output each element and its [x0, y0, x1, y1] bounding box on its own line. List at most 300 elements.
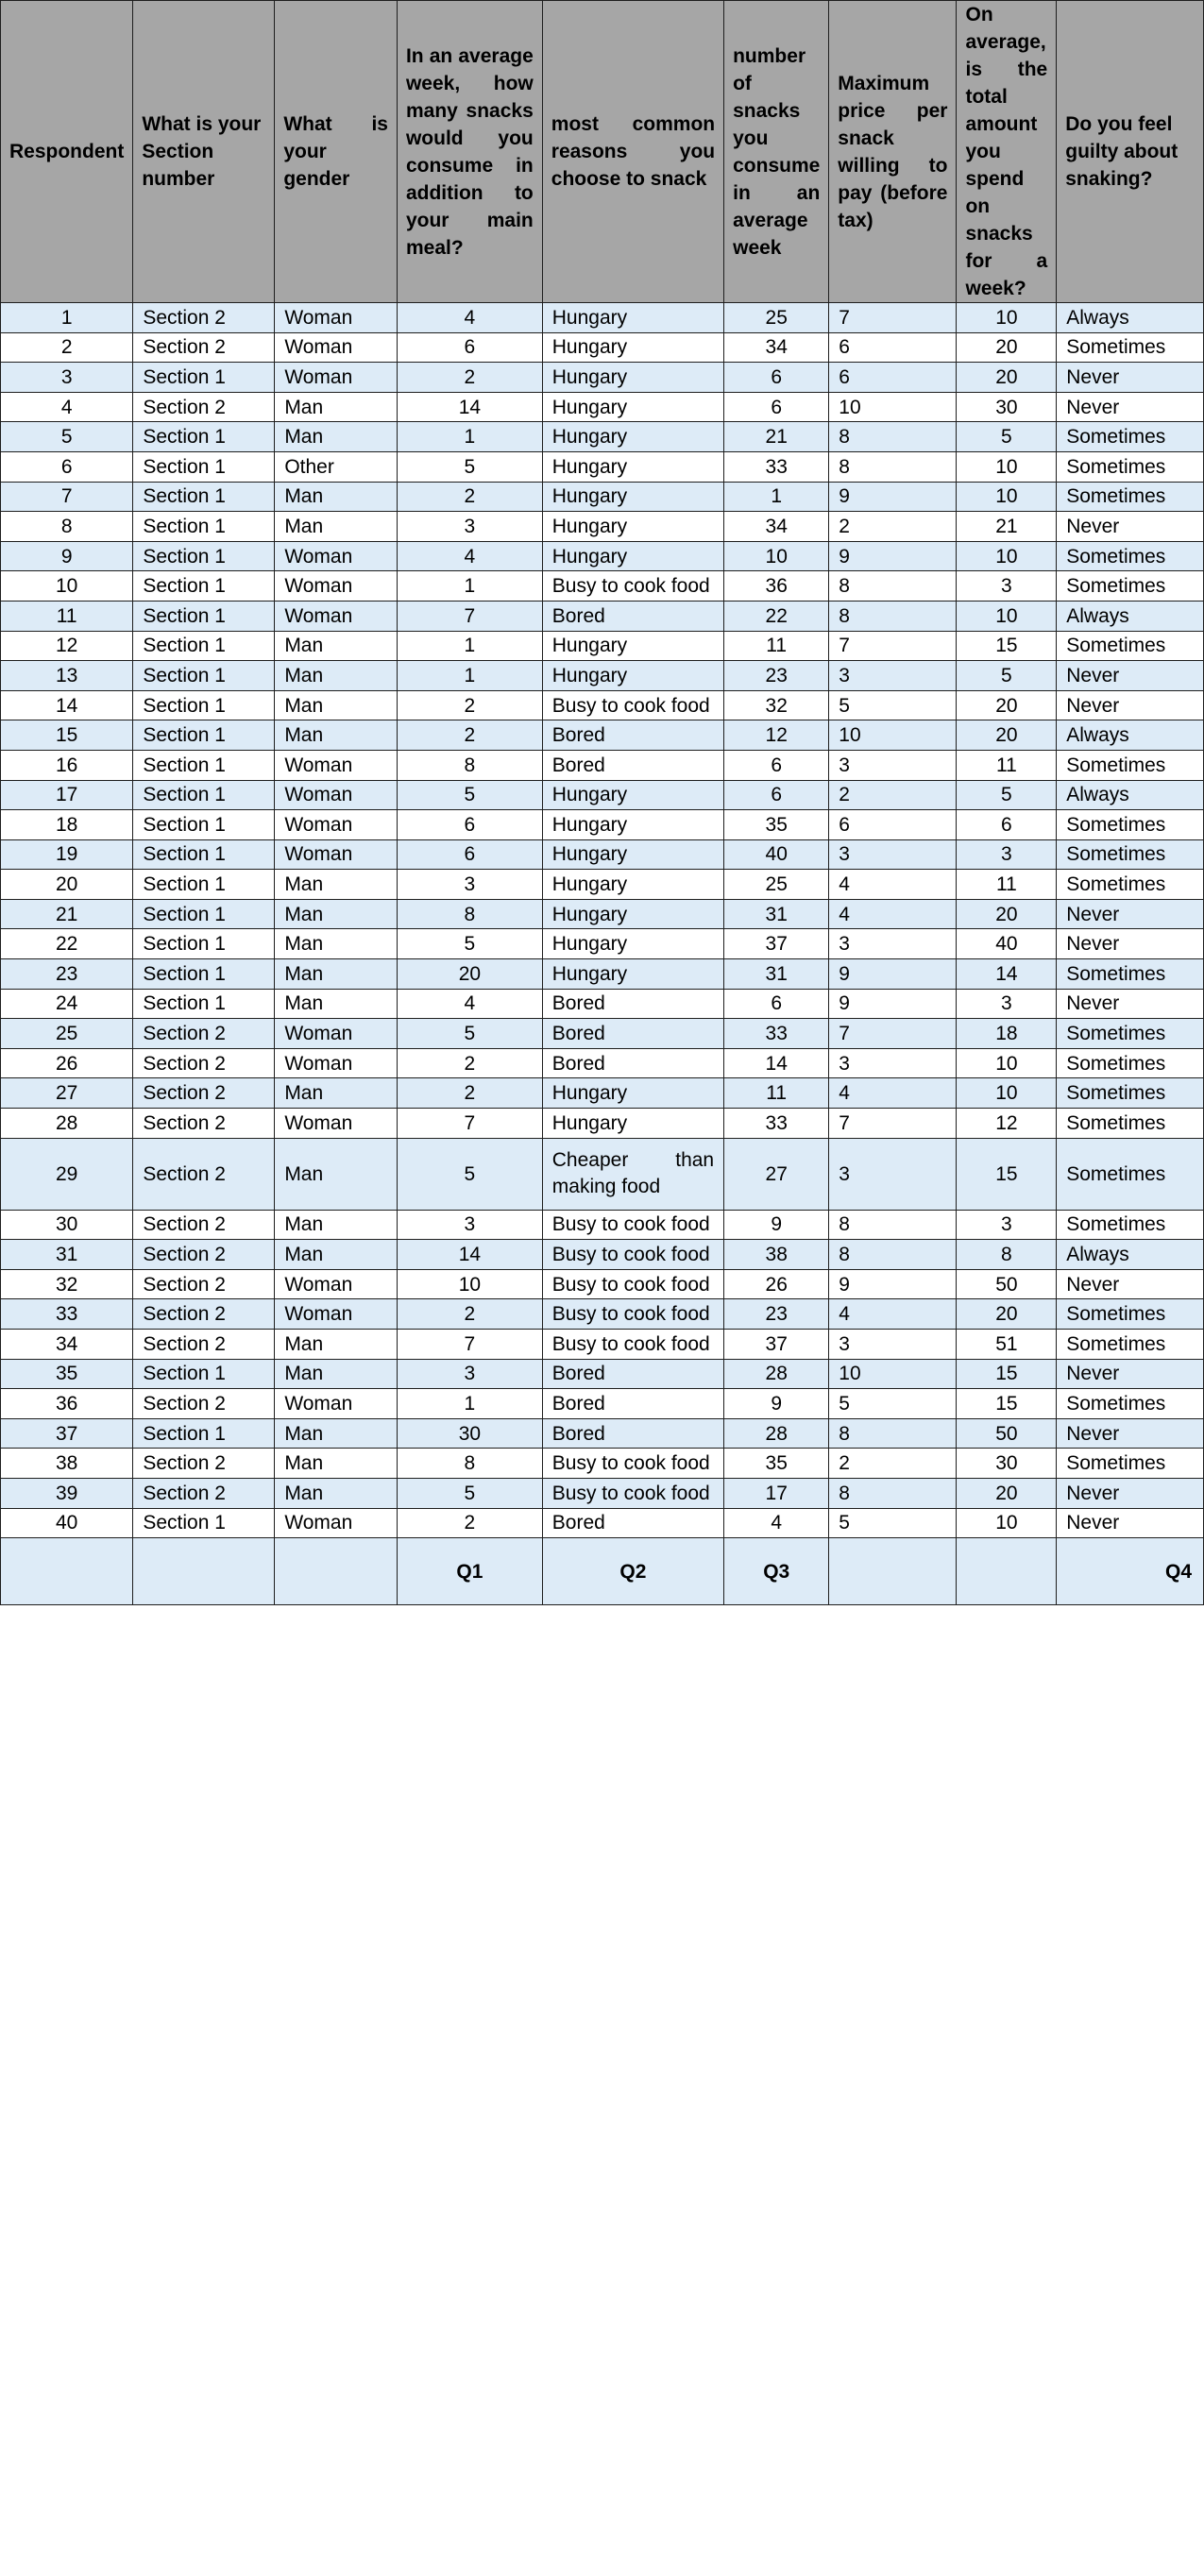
cell-snacks-in-addition[interactable]: 10: [397, 1269, 542, 1299]
cell-snacks-per-week[interactable]: 12: [724, 720, 829, 751]
cell-feel-guilty[interactable]: Never: [1057, 690, 1204, 720]
cell-max-price[interactable]: 3: [829, 1048, 957, 1078]
cell-feel-guilty[interactable]: Sometimes: [1057, 451, 1204, 482]
cell-respondent[interactable]: 18: [1, 810, 133, 840]
cell-total-spend[interactable]: 10: [957, 541, 1057, 571]
cell-section[interactable]: Section 1: [133, 959, 275, 990]
header-respondent[interactable]: Respondent: [1, 1, 133, 303]
cell-section[interactable]: Section 2: [133, 1330, 275, 1360]
cell-reason[interactable]: Hungary: [542, 661, 723, 691]
cell-feel-guilty[interactable]: Never: [1057, 1418, 1204, 1449]
cell-snacks-in-addition[interactable]: 1: [397, 571, 542, 602]
cell-gender[interactable]: Woman: [275, 1048, 398, 1078]
cell-snacks-in-addition[interactable]: 6: [397, 332, 542, 363]
cell-total-spend[interactable]: 20: [957, 1478, 1057, 1508]
cell-reason[interactable]: Busy to cook food: [542, 1299, 723, 1330]
cell-snacks-per-week[interactable]: 25: [724, 870, 829, 900]
cell-feel-guilty[interactable]: Sometimes: [1057, 1299, 1204, 1330]
cell-snacks-per-week[interactable]: 9: [724, 1389, 829, 1419]
cell-respondent[interactable]: 6: [1, 451, 133, 482]
cell-snacks-per-week[interactable]: 38: [724, 1240, 829, 1270]
cell-reason[interactable]: Hungary: [542, 482, 723, 512]
cell-reason[interactable]: Hungary: [542, 780, 723, 810]
cell-gender[interactable]: Man: [275, 512, 398, 542]
cell-total-spend[interactable]: 10: [957, 303, 1057, 333]
header-feel-guilty[interactable]: Do you feel guilty about snaking?: [1057, 1, 1204, 303]
cell-respondent[interactable]: 3: [1, 363, 133, 393]
cell-max-price[interactable]: 6: [829, 810, 957, 840]
cell-max-price[interactable]: 7: [829, 631, 957, 661]
cell-respondent[interactable]: 37: [1, 1418, 133, 1449]
cell-feel-guilty[interactable]: Sometimes: [1057, 1048, 1204, 1078]
cell-section[interactable]: Section 1: [133, 541, 275, 571]
cell-respondent[interactable]: 24: [1, 989, 133, 1019]
cell-respondent[interactable]: 20: [1, 870, 133, 900]
cell-snacks-in-addition[interactable]: 1: [397, 661, 542, 691]
cell-gender[interactable]: Man: [275, 1330, 398, 1360]
cell-reason[interactable]: Hungary: [542, 870, 723, 900]
cell-gender[interactable]: Man: [275, 1138, 398, 1210]
cell-reason[interactable]: Hungary: [542, 810, 723, 840]
cell-snacks-in-addition[interactable]: 8: [397, 1449, 542, 1479]
cell-section[interactable]: Section 2: [133, 1109, 275, 1139]
cell-snacks-per-week[interactable]: 21: [724, 422, 829, 452]
cell-feel-guilty[interactable]: Sometimes: [1057, 959, 1204, 990]
cell-respondent[interactable]: 23: [1, 959, 133, 990]
cell-total-spend[interactable]: 12: [957, 1109, 1057, 1139]
cell-reason[interactable]: Busy to cook food: [542, 1478, 723, 1508]
cell-snacks-in-addition[interactable]: 4: [397, 303, 542, 333]
cell-snacks-per-week[interactable]: 35: [724, 1449, 829, 1479]
header-snacks-per-week[interactable]: number of snacks you consume in an average week: [724, 1, 829, 303]
cell-gender[interactable]: Man: [275, 482, 398, 512]
cell-total-spend[interactable]: 8: [957, 1240, 1057, 1270]
cell-snacks-per-week[interactable]: 32: [724, 690, 829, 720]
cell-snacks-in-addition[interactable]: 3: [397, 512, 542, 542]
cell-total-spend[interactable]: 20: [957, 1299, 1057, 1330]
cell-max-price[interactable]: 2: [829, 512, 957, 542]
cell-max-price[interactable]: 8: [829, 1240, 957, 1270]
cell-snacks-in-addition[interactable]: 2: [397, 1508, 542, 1538]
cell-gender[interactable]: Man: [275, 899, 398, 929]
cell-max-price[interactable]: 3: [829, 839, 957, 870]
cell-respondent[interactable]: 13: [1, 661, 133, 691]
cell-respondent[interactable]: 5: [1, 422, 133, 452]
cell-snacks-per-week[interactable]: 31: [724, 959, 829, 990]
cell-gender[interactable]: Woman: [275, 303, 398, 333]
cell-total-spend[interactable]: 20: [957, 899, 1057, 929]
cell-snacks-in-addition[interactable]: 2: [397, 482, 542, 512]
cell-total-spend[interactable]: 30: [957, 1449, 1057, 1479]
cell-section[interactable]: Section 2: [133, 1210, 275, 1240]
cell-snacks-in-addition[interactable]: 8: [397, 899, 542, 929]
cell-section[interactable]: Section 2: [133, 1299, 275, 1330]
cell-respondent[interactable]: 34: [1, 1330, 133, 1360]
cell-reason[interactable]: Hungary: [542, 839, 723, 870]
cell-respondent[interactable]: 2: [1, 332, 133, 363]
cell-feel-guilty[interactable]: Sometimes: [1057, 839, 1204, 870]
cell-snacks-per-week[interactable]: 23: [724, 661, 829, 691]
cell-total-spend[interactable]: 20: [957, 690, 1057, 720]
cell-total-spend[interactable]: 10: [957, 601, 1057, 631]
cell-section[interactable]: Section 1: [133, 601, 275, 631]
cell-max-price[interactable]: 7: [829, 1019, 957, 1049]
cell-respondent[interactable]: 14: [1, 690, 133, 720]
cell-gender[interactable]: Man: [275, 929, 398, 959]
cell-gender[interactable]: Woman: [275, 839, 398, 870]
cell-reason[interactable]: Busy to cook food: [542, 1449, 723, 1479]
cell-snacks-in-addition[interactable]: 1: [397, 631, 542, 661]
cell-max-price[interactable]: 8: [829, 1478, 957, 1508]
cell-snacks-per-week[interactable]: 28: [724, 1359, 829, 1389]
cell-snacks-per-week[interactable]: 34: [724, 332, 829, 363]
cell-feel-guilty[interactable]: Never: [1057, 989, 1204, 1019]
cell-respondent[interactable]: 21: [1, 899, 133, 929]
cell-total-spend[interactable]: 15: [957, 1389, 1057, 1419]
cell-snacks-per-week[interactable]: 31: [724, 899, 829, 929]
cell-respondent[interactable]: 22: [1, 929, 133, 959]
cell-max-price[interactable]: 9: [829, 1269, 957, 1299]
cell-respondent[interactable]: 11: [1, 601, 133, 631]
cell-snacks-per-week[interactable]: 25: [724, 303, 829, 333]
cell-section[interactable]: Section 1: [133, 482, 275, 512]
cell-respondent[interactable]: 30: [1, 1210, 133, 1240]
cell-respondent[interactable]: 36: [1, 1389, 133, 1419]
cell-reason[interactable]: Bored: [542, 1048, 723, 1078]
cell-total-spend[interactable]: 40: [957, 929, 1057, 959]
cell-snacks-per-week[interactable]: 37: [724, 929, 829, 959]
cell-total-spend[interactable]: 3: [957, 839, 1057, 870]
cell-snacks-in-addition[interactable]: 5: [397, 1138, 542, 1210]
cell-feel-guilty[interactable]: Never: [1057, 1478, 1204, 1508]
cell-max-price[interactable]: 5: [829, 1508, 957, 1538]
cell-reason[interactable]: Cheaper than making food: [542, 1138, 723, 1210]
cell-feel-guilty[interactable]: Sometimes: [1057, 1330, 1204, 1360]
footer-q1[interactable]: Q1: [397, 1538, 542, 1605]
cell-reason[interactable]: Busy to cook food: [542, 1269, 723, 1299]
cell-feel-guilty[interactable]: Sometimes: [1057, 1449, 1204, 1479]
cell-max-price[interactable]: 7: [829, 303, 957, 333]
cell-max-price[interactable]: 9: [829, 541, 957, 571]
cell-section[interactable]: Section 1: [133, 870, 275, 900]
cell-feel-guilty[interactable]: Sometimes: [1057, 1019, 1204, 1049]
cell-snacks-per-week[interactable]: 6: [724, 780, 829, 810]
cell-section[interactable]: Section 1: [133, 1359, 275, 1389]
cell-snacks-per-week[interactable]: 14: [724, 1048, 829, 1078]
cell-section[interactable]: Section 2: [133, 392, 275, 422]
cell-max-price[interactable]: 4: [829, 899, 957, 929]
cell-reason[interactable]: Busy to cook food: [542, 571, 723, 602]
cell-gender[interactable]: Man: [275, 1418, 398, 1449]
cell-gender[interactable]: Man: [275, 870, 398, 900]
cell-section[interactable]: Section 1: [133, 690, 275, 720]
cell-gender[interactable]: Woman: [275, 810, 398, 840]
cell-snacks-per-week[interactable]: 23: [724, 1299, 829, 1330]
cell-snacks-per-week[interactable]: 11: [724, 631, 829, 661]
cell-snacks-in-addition[interactable]: 5: [397, 1019, 542, 1049]
cell-respondent[interactable]: 25: [1, 1019, 133, 1049]
cell-snacks-in-addition[interactable]: 2: [397, 363, 542, 393]
cell-total-spend[interactable]: 3: [957, 989, 1057, 1019]
cell-feel-guilty[interactable]: Never: [1057, 899, 1204, 929]
cell-feel-guilty[interactable]: Never: [1057, 1508, 1204, 1538]
cell-feel-guilty[interactable]: Sometimes: [1057, 1210, 1204, 1240]
cell-feel-guilty[interactable]: Sometimes: [1057, 1078, 1204, 1109]
cell-section[interactable]: Section 1: [133, 750, 275, 780]
cell-feel-guilty[interactable]: Sometimes: [1057, 1138, 1204, 1210]
footer-q2[interactable]: Q2: [542, 1538, 723, 1605]
cell-feel-guilty[interactable]: Always: [1057, 780, 1204, 810]
cell-snacks-in-addition[interactable]: 2: [397, 720, 542, 751]
cell-total-spend[interactable]: 5: [957, 661, 1057, 691]
cell-feel-guilty[interactable]: Sometimes: [1057, 810, 1204, 840]
cell-reason[interactable]: Hungary: [542, 512, 723, 542]
cell-snacks-in-addition[interactable]: 14: [397, 1240, 542, 1270]
cell-total-spend[interactable]: 50: [957, 1418, 1057, 1449]
cell-total-spend[interactable]: 50: [957, 1269, 1057, 1299]
cell-feel-guilty[interactable]: Sometimes: [1057, 541, 1204, 571]
cell-snacks-per-week[interactable]: 34: [724, 512, 829, 542]
cell-reason[interactable]: Busy to cook food: [542, 690, 723, 720]
cell-snacks-per-week[interactable]: 37: [724, 1330, 829, 1360]
cell-snacks-in-addition[interactable]: 5: [397, 780, 542, 810]
cell-section[interactable]: Section 1: [133, 422, 275, 452]
cell-max-price[interactable]: 4: [829, 870, 957, 900]
cell-reason[interactable]: Busy to cook food: [542, 1240, 723, 1270]
cell-gender[interactable]: Woman: [275, 1508, 398, 1538]
cell-gender[interactable]: Woman: [275, 1389, 398, 1419]
cell-max-price[interactable]: 9: [829, 482, 957, 512]
cell-respondent[interactable]: 31: [1, 1240, 133, 1270]
cell-max-price[interactable]: 10: [829, 1359, 957, 1389]
cell-reason[interactable]: Bored: [542, 1508, 723, 1538]
cell-snacks-in-addition[interactable]: 5: [397, 451, 542, 482]
cell-total-spend[interactable]: 11: [957, 870, 1057, 900]
cell-snacks-in-addition[interactable]: 7: [397, 1330, 542, 1360]
cell-total-spend[interactable]: 20: [957, 720, 1057, 751]
cell-section[interactable]: Section 1: [133, 363, 275, 393]
cell-gender[interactable]: Woman: [275, 1299, 398, 1330]
cell-total-spend[interactable]: 10: [957, 451, 1057, 482]
cell-gender[interactable]: Other: [275, 451, 398, 482]
cell-section[interactable]: Section 2: [133, 1048, 275, 1078]
cell-max-price[interactable]: 8: [829, 1418, 957, 1449]
cell-feel-guilty[interactable]: Never: [1057, 1269, 1204, 1299]
cell-total-spend[interactable]: 21: [957, 512, 1057, 542]
cell-snacks-per-week[interactable]: 9: [724, 1210, 829, 1240]
cell-max-price[interactable]: 8: [829, 451, 957, 482]
cell-respondent[interactable]: 29: [1, 1138, 133, 1210]
cell-snacks-in-addition[interactable]: 3: [397, 870, 542, 900]
cell-snacks-in-addition[interactable]: 3: [397, 1210, 542, 1240]
cell-respondent[interactable]: 8: [1, 512, 133, 542]
cell-max-price[interactable]: 3: [829, 750, 957, 780]
cell-feel-guilty[interactable]: Always: [1057, 601, 1204, 631]
cell-snacks-in-addition[interactable]: 14: [397, 392, 542, 422]
cell-gender[interactable]: Woman: [275, 363, 398, 393]
cell-total-spend[interactable]: 30: [957, 392, 1057, 422]
cell-feel-guilty[interactable]: Always: [1057, 303, 1204, 333]
cell-reason[interactable]: Bored: [542, 601, 723, 631]
cell-reason[interactable]: Hungary: [542, 929, 723, 959]
cell-max-price[interactable]: 6: [829, 363, 957, 393]
header-total-spend[interactable]: On average, is the total amount you spend on snacks for a week?: [957, 1, 1057, 303]
cell-total-spend[interactable]: 10: [957, 1508, 1057, 1538]
cell-total-spend[interactable]: 3: [957, 571, 1057, 602]
footer-cell-empty[interactable]: [275, 1538, 398, 1605]
cell-feel-guilty[interactable]: Never: [1057, 661, 1204, 691]
cell-max-price[interactable]: 8: [829, 1210, 957, 1240]
cell-section[interactable]: Section 1: [133, 929, 275, 959]
cell-total-spend[interactable]: 10: [957, 1078, 1057, 1109]
cell-section[interactable]: Section 1: [133, 810, 275, 840]
cell-gender[interactable]: Woman: [275, 750, 398, 780]
cell-snacks-per-week[interactable]: 6: [724, 392, 829, 422]
cell-respondent[interactable]: 4: [1, 392, 133, 422]
cell-reason[interactable]: Hungary: [542, 422, 723, 452]
cell-max-price[interactable]: 3: [829, 1138, 957, 1210]
footer-cell-empty[interactable]: [829, 1538, 957, 1605]
cell-snacks-per-week[interactable]: 4: [724, 1508, 829, 1538]
cell-snacks-in-addition[interactable]: 7: [397, 1109, 542, 1139]
footer-q3[interactable]: Q3: [724, 1538, 829, 1605]
cell-section[interactable]: Section 1: [133, 451, 275, 482]
cell-max-price[interactable]: 8: [829, 571, 957, 602]
cell-section[interactable]: Section 1: [133, 780, 275, 810]
cell-snacks-per-week[interactable]: 40: [724, 839, 829, 870]
cell-total-spend[interactable]: 11: [957, 750, 1057, 780]
cell-snacks-in-addition[interactable]: 2: [397, 1299, 542, 1330]
cell-total-spend[interactable]: 10: [957, 482, 1057, 512]
cell-gender[interactable]: Woman: [275, 1109, 398, 1139]
cell-max-price[interactable]: 5: [829, 1389, 957, 1419]
cell-total-spend[interactable]: 14: [957, 959, 1057, 990]
cell-section[interactable]: Section 1: [133, 989, 275, 1019]
cell-total-spend[interactable]: 15: [957, 1359, 1057, 1389]
cell-total-spend[interactable]: 6: [957, 810, 1057, 840]
cell-max-price[interactable]: 8: [829, 422, 957, 452]
cell-gender[interactable]: Man: [275, 661, 398, 691]
cell-snacks-per-week[interactable]: 10: [724, 541, 829, 571]
header-reasons[interactable]: most common reasons you choose to snack: [542, 1, 723, 303]
cell-feel-guilty[interactable]: Always: [1057, 1240, 1204, 1270]
cell-feel-guilty[interactable]: Sometimes: [1057, 482, 1204, 512]
cell-reason[interactable]: Busy to cook food: [542, 1330, 723, 1360]
cell-feel-guilty[interactable]: Sometimes: [1057, 571, 1204, 602]
cell-snacks-in-addition[interactable]: 2: [397, 1048, 542, 1078]
cell-feel-guilty[interactable]: Never: [1057, 929, 1204, 959]
cell-reason[interactable]: Hungary: [542, 959, 723, 990]
cell-max-price[interactable]: 6: [829, 332, 957, 363]
cell-gender[interactable]: Man: [275, 959, 398, 990]
cell-respondent[interactable]: 15: [1, 720, 133, 751]
cell-max-price[interactable]: 3: [829, 1330, 957, 1360]
cell-respondent[interactable]: 38: [1, 1449, 133, 1479]
cell-max-price[interactable]: 2: [829, 1449, 957, 1479]
cell-respondent[interactable]: 28: [1, 1109, 133, 1139]
cell-total-spend[interactable]: 51: [957, 1330, 1057, 1360]
cell-total-spend[interactable]: 15: [957, 1138, 1057, 1210]
cell-snacks-in-addition[interactable]: 1: [397, 422, 542, 452]
cell-total-spend[interactable]: 18: [957, 1019, 1057, 1049]
cell-section[interactable]: Section 1: [133, 720, 275, 751]
cell-max-price[interactable]: 10: [829, 392, 957, 422]
cell-respondent[interactable]: 7: [1, 482, 133, 512]
cell-gender[interactable]: Man: [275, 631, 398, 661]
cell-snacks-in-addition[interactable]: 3: [397, 1359, 542, 1389]
cell-max-price[interactable]: 8: [829, 601, 957, 631]
cell-snacks-per-week[interactable]: 27: [724, 1138, 829, 1210]
cell-total-spend[interactable]: 20: [957, 332, 1057, 363]
cell-reason[interactable]: Hungary: [542, 541, 723, 571]
cell-feel-guilty[interactable]: Sometimes: [1057, 1389, 1204, 1419]
cell-total-spend[interactable]: 15: [957, 631, 1057, 661]
cell-reason[interactable]: Hungary: [542, 451, 723, 482]
cell-snacks-per-week[interactable]: 6: [724, 363, 829, 393]
cell-feel-guilty[interactable]: Never: [1057, 363, 1204, 393]
cell-section[interactable]: Section 1: [133, 899, 275, 929]
cell-reason[interactable]: Bored: [542, 1389, 723, 1419]
cell-snacks-per-week[interactable]: 6: [724, 989, 829, 1019]
cell-snacks-per-week[interactable]: 1: [724, 482, 829, 512]
cell-gender[interactable]: Man: [275, 392, 398, 422]
cell-respondent[interactable]: 27: [1, 1078, 133, 1109]
cell-snacks-per-week[interactable]: 6: [724, 750, 829, 780]
header-snacks-in-addition[interactable]: In an average week, how many snacks would you consume in addition to your main meal?: [397, 1, 542, 303]
cell-respondent[interactable]: 12: [1, 631, 133, 661]
cell-max-price[interactable]: 4: [829, 1078, 957, 1109]
cell-reason[interactable]: Hungary: [542, 1109, 723, 1139]
cell-respondent[interactable]: 35: [1, 1359, 133, 1389]
cell-snacks-per-week[interactable]: 33: [724, 1019, 829, 1049]
cell-reason[interactable]: Hungary: [542, 392, 723, 422]
cell-feel-guilty[interactable]: Sometimes: [1057, 332, 1204, 363]
cell-feel-guilty[interactable]: Never: [1057, 392, 1204, 422]
cell-snacks-in-addition[interactable]: 5: [397, 929, 542, 959]
cell-reason[interactable]: Hungary: [542, 1078, 723, 1109]
cell-section[interactable]: Section 2: [133, 1269, 275, 1299]
cell-max-price[interactable]: 9: [829, 989, 957, 1019]
cell-snacks-in-addition[interactable]: 6: [397, 839, 542, 870]
cell-gender[interactable]: Woman: [275, 601, 398, 631]
cell-section[interactable]: Section 1: [133, 661, 275, 691]
header-gender[interactable]: What is your gender: [275, 1, 398, 303]
cell-snacks-in-addition[interactable]: 6: [397, 810, 542, 840]
footer-cell-empty[interactable]: [1, 1538, 133, 1605]
cell-feel-guilty[interactable]: Sometimes: [1057, 631, 1204, 661]
cell-total-spend[interactable]: 20: [957, 363, 1057, 393]
cell-reason[interactable]: Hungary: [542, 631, 723, 661]
cell-section[interactable]: Section 2: [133, 303, 275, 333]
cell-max-price[interactable]: 3: [829, 929, 957, 959]
cell-snacks-in-addition[interactable]: 4: [397, 541, 542, 571]
cell-gender[interactable]: Woman: [275, 571, 398, 602]
cell-section[interactable]: Section 2: [133, 1389, 275, 1419]
cell-total-spend[interactable]: 5: [957, 422, 1057, 452]
cell-snacks-per-week[interactable]: 36: [724, 571, 829, 602]
cell-snacks-per-week[interactable]: 35: [724, 810, 829, 840]
cell-section[interactable]: Section 1: [133, 839, 275, 870]
cell-respondent[interactable]: 16: [1, 750, 133, 780]
cell-reason[interactable]: Hungary: [542, 303, 723, 333]
cell-respondent[interactable]: 1: [1, 303, 133, 333]
cell-reason[interactable]: Bored: [542, 989, 723, 1019]
cell-reason[interactable]: Bored: [542, 750, 723, 780]
cell-respondent[interactable]: 39: [1, 1478, 133, 1508]
cell-feel-guilty[interactable]: Sometimes: [1057, 1109, 1204, 1139]
cell-max-price[interactable]: 5: [829, 690, 957, 720]
cell-feel-guilty[interactable]: Sometimes: [1057, 422, 1204, 452]
